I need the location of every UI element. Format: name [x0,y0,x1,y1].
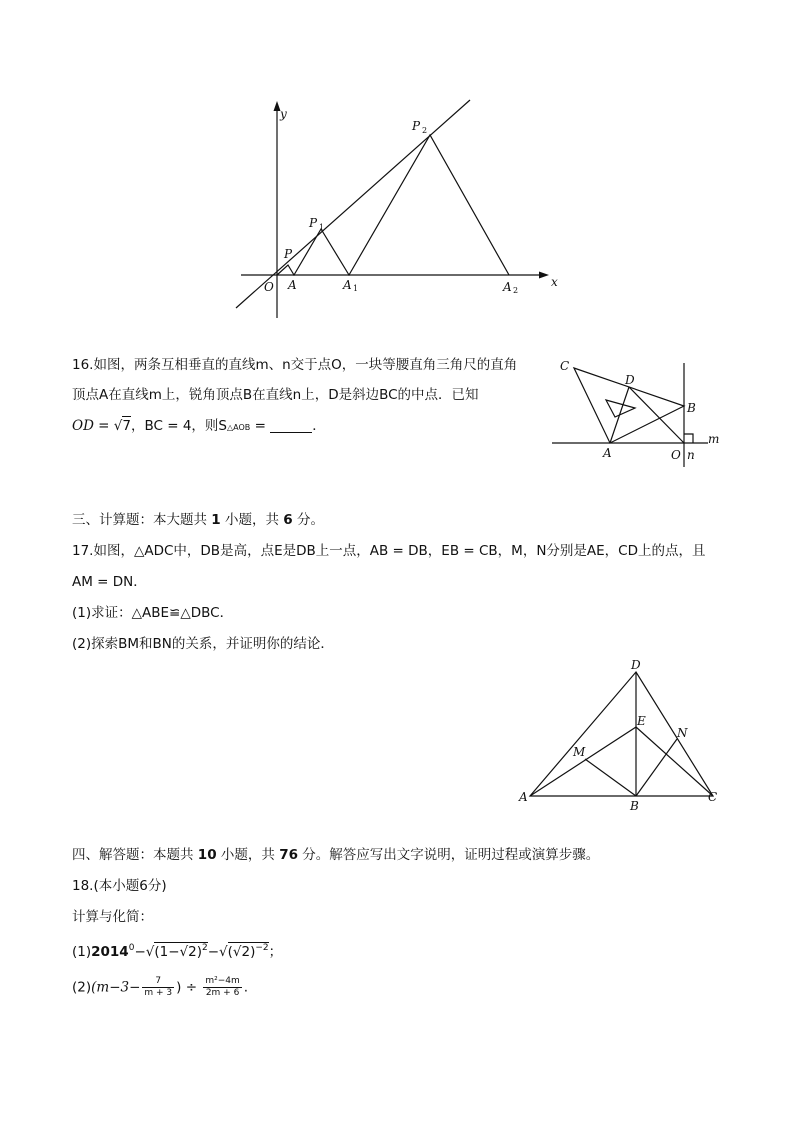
q16-sqrt-value: 7 [122,418,131,434]
q18-p2-f2-num: m²−4m [205,976,240,986]
segment-OD [629,387,684,443]
q18-p2-f1-den: m + 3 [144,988,173,998]
q16-line2: 顶点A在直线m上，锐角顶点B在直线n上，D是斜边BC的中点．已知 [72,387,479,403]
label-D: D [631,658,641,672]
label-C: C [708,790,718,804]
segment-AE [530,727,636,796]
segment-NB [636,739,677,796]
q18-p2-end: . [243,979,249,996]
section4-title-b: 小题，共 [216,847,280,863]
q18-p1-rad2-exp: −2 [255,943,269,953]
section4-count: 10 [197,847,217,863]
q18-intro: 计算与化简： [72,909,153,925]
sqrt-icon: √ [113,418,123,434]
q16-end: ． [312,418,326,434]
q18-p1-minus1: − [134,944,146,960]
label-E: E [637,714,646,728]
q17-part1: (1)求证：△ABE≌△DBC． [72,605,234,621]
section3-title [72,510,324,530]
q18-p1-rad1-exp: 2 [202,943,208,953]
label-B: B [630,799,639,813]
section3-title-b: 小题，共 [220,512,284,528]
q18-p2-f1-num: 7 [142,976,174,988]
label-n: n [687,448,695,462]
section3-title-a: 三、计算题：本大题共 [72,512,212,528]
label-A2: A [503,280,512,294]
q18-p1-end: ； [268,944,283,960]
label-A1-sub: 1 [353,284,359,293]
figure-q16-triangle-ruler [548,355,723,470]
label-A: A [519,790,528,804]
label-y: y [280,107,287,121]
segment-EC [636,727,713,796]
q16-line3 [72,416,326,438]
label-P: P [284,247,293,261]
section4-title-c: 分。解答应写出文字说明，证明过程或演算步骤。 [297,847,600,863]
q16-line1: 16.如图，两条互相垂直的直线m、n交于点O，一块等腰直角三角尺的直角 [72,357,518,373]
oblique-line [236,100,470,308]
label-D: D [625,373,635,387]
label-m: m [708,432,720,446]
q18-p2-close: ) ÷ [176,979,202,996]
label-x: x [551,275,558,289]
label-O: O [671,448,681,462]
label-P2-sub: 2 [422,126,428,135]
q16-od-text: OD = [72,418,114,434]
figure-q17-triangle [515,655,725,815]
section3-count: 1 [211,512,221,528]
x-axis-arrow-icon [539,272,549,279]
label-P1: P [309,216,318,230]
q17-line2: AM = DN． [72,574,147,590]
set-square-inner [606,400,635,417]
section3-points: 6 [283,512,293,528]
label-B: B [687,401,696,415]
sqrt-icon: √ [219,944,228,960]
section4-title-a: 四、解答题：本题共 [72,847,198,863]
section3-title-c: 分。 [292,512,324,528]
label-O: O [264,280,274,294]
section4-title [72,845,599,865]
label-N: N [677,726,688,740]
q18-part2 [72,976,248,999]
triangle-chain [277,135,509,275]
q17-part2: (2)探索BM和BN的关系，并证明你的结论． [72,636,334,652]
label-P2: P [412,119,421,133]
label-A1: A [343,278,352,292]
sqrt-icon: √ [145,944,155,960]
label-C: C [560,359,570,373]
label-M: M [573,745,586,759]
q18-p1-base: 2014 [91,944,129,960]
label-A: A [603,446,612,460]
q18-p1-radicand2 [228,942,269,960]
q18-p1-rad2: (√2) [227,944,256,960]
q18-header: 18.(本小题6分) [72,878,167,894]
q16-answer-blank[interactable] [270,418,312,433]
segment-MB [585,759,636,796]
q17-line1: 17.如图，△ADC中，DB是高，点E是DB上一点，AB = DB，EB = CB，M，N分别是AE，CD上的点，且 [72,543,706,559]
q18-p1-label: (1) [72,944,92,960]
figure-q15-coordinate-graph [226,95,576,325]
q18-p1-exp: 0 [128,943,135,953]
q18-p1-rad1: (1−√2) [154,944,202,960]
q16-subscript: △AOB [227,423,251,432]
q18-p2-f2-den: 2m + 6 [205,988,240,998]
q18-p2-fraction2 [203,976,241,999]
q18-p2-label: (2) [72,979,92,996]
q18-p1-minus2: − [207,944,220,960]
q16-equals: = [250,418,271,434]
label-A: A [288,278,297,292]
label-A2-sub: 2 [513,286,519,295]
label-P1-sub: 1 [319,223,325,232]
q18-p2-open: (m−3− [91,979,141,996]
q16-bc-text: ，BC = 4，则S [131,418,228,434]
q18-p2-fraction1 [142,976,174,999]
right-angle-mark [684,434,693,443]
q18-p1-radicand1 [154,942,207,960]
section4-points: 76 [279,847,298,863]
q18-part1 [72,938,282,962]
